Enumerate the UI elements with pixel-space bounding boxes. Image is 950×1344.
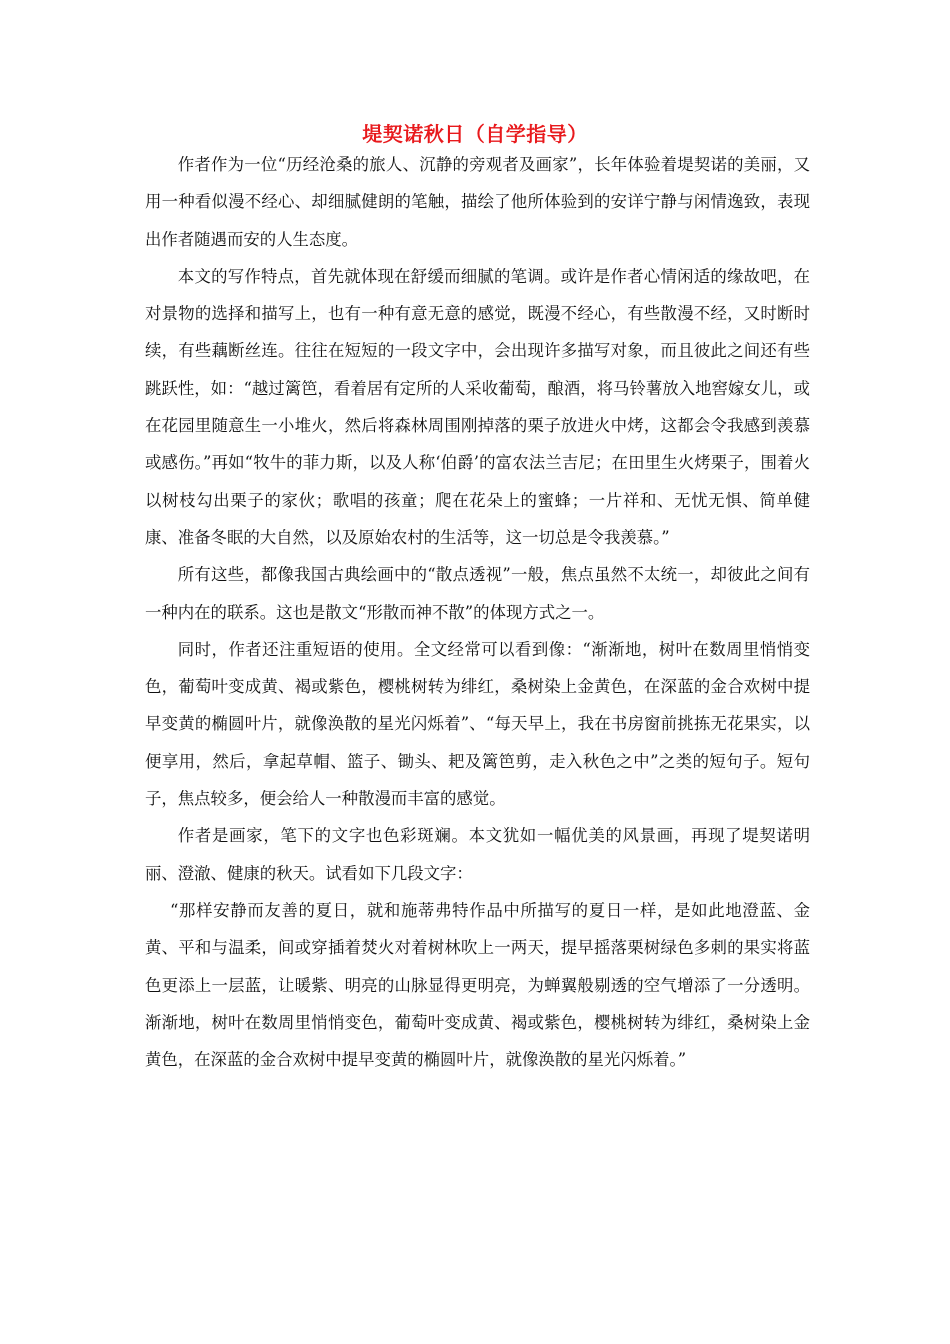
paragraph-intro: 作者作为一位“历经沧桑的旅人、沉静的旁观者及画家”，长年体验着堤契诺的美丽，又用一种看似漫不经心、却细腻健朗的笔触，描绘了他所体验到的安详宁静与闲情逸致，表现出作者随遇而安的人生态度。: [145, 155, 810, 249]
paragraph-quote: “那样安静而友善的夏日，就和施蒂弗特作品中所描写的夏日一样，是如此地澄蓝、金黄、平和与温柔，间或穿插着焚火对着树林吹上一两天，提早摇落栗树绿色多刺的果实将蓝色更添上一层蓝，让暖紫、明亮的山脉显得更明亮，为蝉翼般剔透的空气增添了一分透明。渐渐地，树叶在数周里悄悄变色，葡萄叶变成黄、褐或紫色，樱桃树转为绯红，桑树染上金黄色，在深蓝的金合欢树中提早变黄的椭圆叶片，就像涣散的星光闪烁着。”: [145, 900, 810, 1070]
paragraph-painter: 作者是画家，笔下的文字也色彩斑斓。本文犹如一幅优美的风景画，再现了堤契诺明丽、澄澈、健康的秋天。试看如下几段文字：: [145, 826, 810, 883]
paragraph-scatter-perspective: 所有这些，都像我国古典绘画中的“散点透视”一般，焦点虽然不太统一，却彼此之间有一种内在的联系。这也是散文“形散而神不散”的体现方式之一。: [145, 565, 810, 622]
document-body: [145, 146, 810, 1078]
document-title: 堤契诺秋日（自学指导）: [362, 122, 588, 146]
paragraph-writing-style: 本文的写作特点，首先就体现在舒缓而细腻的笔调。或许是作者心情闲适的缘故吧，在对景物的选择和描写上，也有一种有意无意的感觉，既漫不经心，有些散漫不经，又时断时续，有些藕断丝连。往往在短短的一段文字中，会出现许多描写对象，而且彼此之间还有些跳跃性，如：“越过篱笆，看着居有定所的人采收葡萄，酿酒，将马铃薯放入地窖嫁女儿，或在花园里随意生一小堆火，然后将森林周围刚掉落的栗子放进火中烤，这都会令我感到羡慕或感伤。”再如“牧牛的菲力斯，以及人称‘伯爵’的富农法兰吉尼；在田里生火烤栗子，围着火以树枝勾出栗子的家伙；歌唱的孩童；爬在花朵上的蜜蜂；一片祥和、无忧无惧、简单健康、准备冬眠的大自然，以及原始农村的生活等，这一切总是令我羡慕。”: [145, 266, 810, 547]
paragraph-short-phrases: 同时，作者还注重短语的使用。全文经常可以看到像：“渐渐地，树叶在数周里悄悄变色，葡萄叶变成黄、褐或紫色，樱桃树转为绯红，桑树染上金黄色，在深蓝的金合欢树中提早变黄的椭圆叶片，就像涣散的星光闪烁着”、“每天早上，我在书房窗前挑拣无花果实，以便享用，然后，拿起草帽、篮子、锄头、耙及篱笆剪，走入秋色之中”之类的短句子。短句子，焦点较多，便会给人一种散漫而丰富的感觉。: [145, 639, 810, 809]
